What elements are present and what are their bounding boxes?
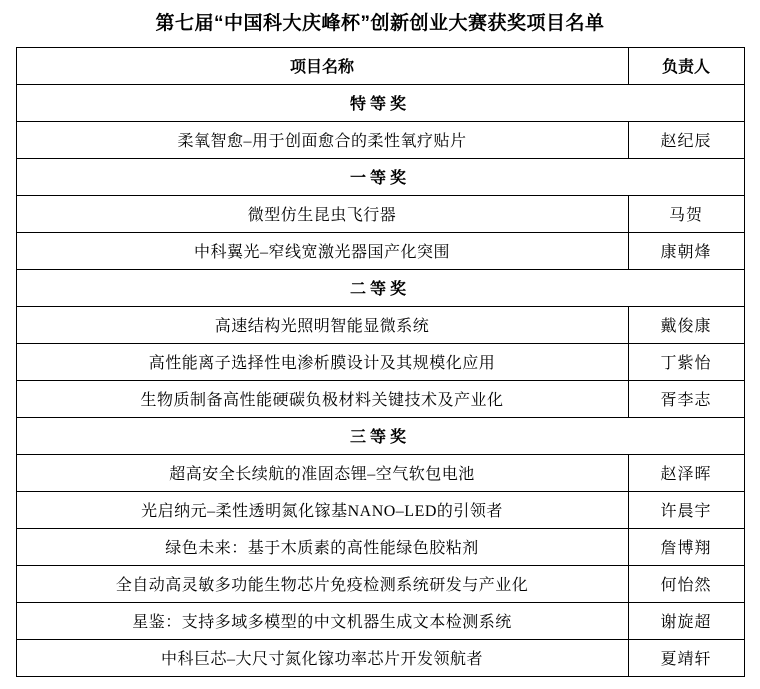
table-row: [16, 528, 744, 565]
project-leader-cell: 马贺: [628, 195, 744, 232]
project-leader-cell: 何怡然: [628, 565, 744, 602]
award-group-label: 一等奖: [16, 158, 744, 195]
project-name-cell: 超高安全长续航的准固态锂–空气软包电池: [16, 454, 628, 491]
award-group-row: [16, 84, 744, 121]
project-name-cell: 星鉴：支持多域多模型的中文机器生成文本检测系统: [16, 602, 628, 639]
project-leader-cell: 戴俊康: [628, 306, 744, 343]
table-row: [16, 232, 744, 269]
project-leader-cell: 詹博翔: [628, 528, 744, 565]
award-group-label: 特等奖: [16, 84, 744, 121]
table-row: [16, 343, 744, 380]
award-group-row: [16, 417, 744, 454]
project-name-cell: 微型仿生昆虫飞行器: [16, 195, 628, 232]
project-name-cell: 绿色未来：基于木质素的高性能绿色胶粘剂: [16, 528, 628, 565]
project-leader-cell: 胥李志: [628, 380, 744, 417]
project-leader-cell: 许晨宇: [628, 491, 744, 528]
award-list-table: [16, 47, 745, 677]
project-name-cell: 生物质制备高性能硬碳负极材料关键技术及产业化: [16, 380, 628, 417]
table-row: [16, 565, 744, 602]
award-group-label: 三等奖: [16, 417, 744, 454]
award-group-row: [16, 269, 744, 306]
column-header-leader: 负责人: [628, 47, 744, 84]
table-header-row: [16, 47, 744, 84]
page-title: 第七届“中国科大庆峰杯”创新创业大赛获奖项目名单: [155, 13, 605, 34]
table-row: [16, 454, 744, 491]
table-row: [16, 306, 744, 343]
project-name-cell: 光启纳元–柔性透明氮化镓基NANO–LED的引领者: [16, 491, 628, 528]
award-group-label: 二等奖: [16, 269, 744, 306]
project-leader-cell: 夏靖轩: [628, 639, 744, 676]
table-row: [16, 639, 744, 676]
column-header-project: 项目名称: [16, 47, 628, 84]
project-leader-cell: 丁紫怡: [628, 343, 744, 380]
table-row: [16, 195, 744, 232]
project-name-cell: 高性能离子选择性电渗析膜设计及其规模化应用: [16, 343, 628, 380]
award-group-row: [16, 158, 744, 195]
project-leader-cell: 谢旋超: [628, 602, 744, 639]
project-name-cell: 高速结构光照明智能显微系统: [16, 306, 628, 343]
project-name-cell: 全自动高灵敏多功能生物芯片免疫检测系统研发与产业化: [16, 565, 628, 602]
project-leader-cell: 康朝烽: [628, 232, 744, 269]
table-row: [16, 380, 744, 417]
table-row: [16, 491, 744, 528]
table-row: [16, 121, 744, 158]
project-name-cell: 柔氧智愈–用于创面愈合的柔性氧疗贴片: [16, 121, 628, 158]
project-leader-cell: 赵泽晖: [628, 454, 744, 491]
table-row: [16, 602, 744, 639]
project-name-cell: 中科翼光–窄线宽激光器国产化突围: [16, 232, 628, 269]
project-name-cell: 中科巨芯–大尺寸氮化镓功率芯片开发领航者: [16, 639, 628, 676]
project-leader-cell: 赵纪辰: [628, 121, 744, 158]
